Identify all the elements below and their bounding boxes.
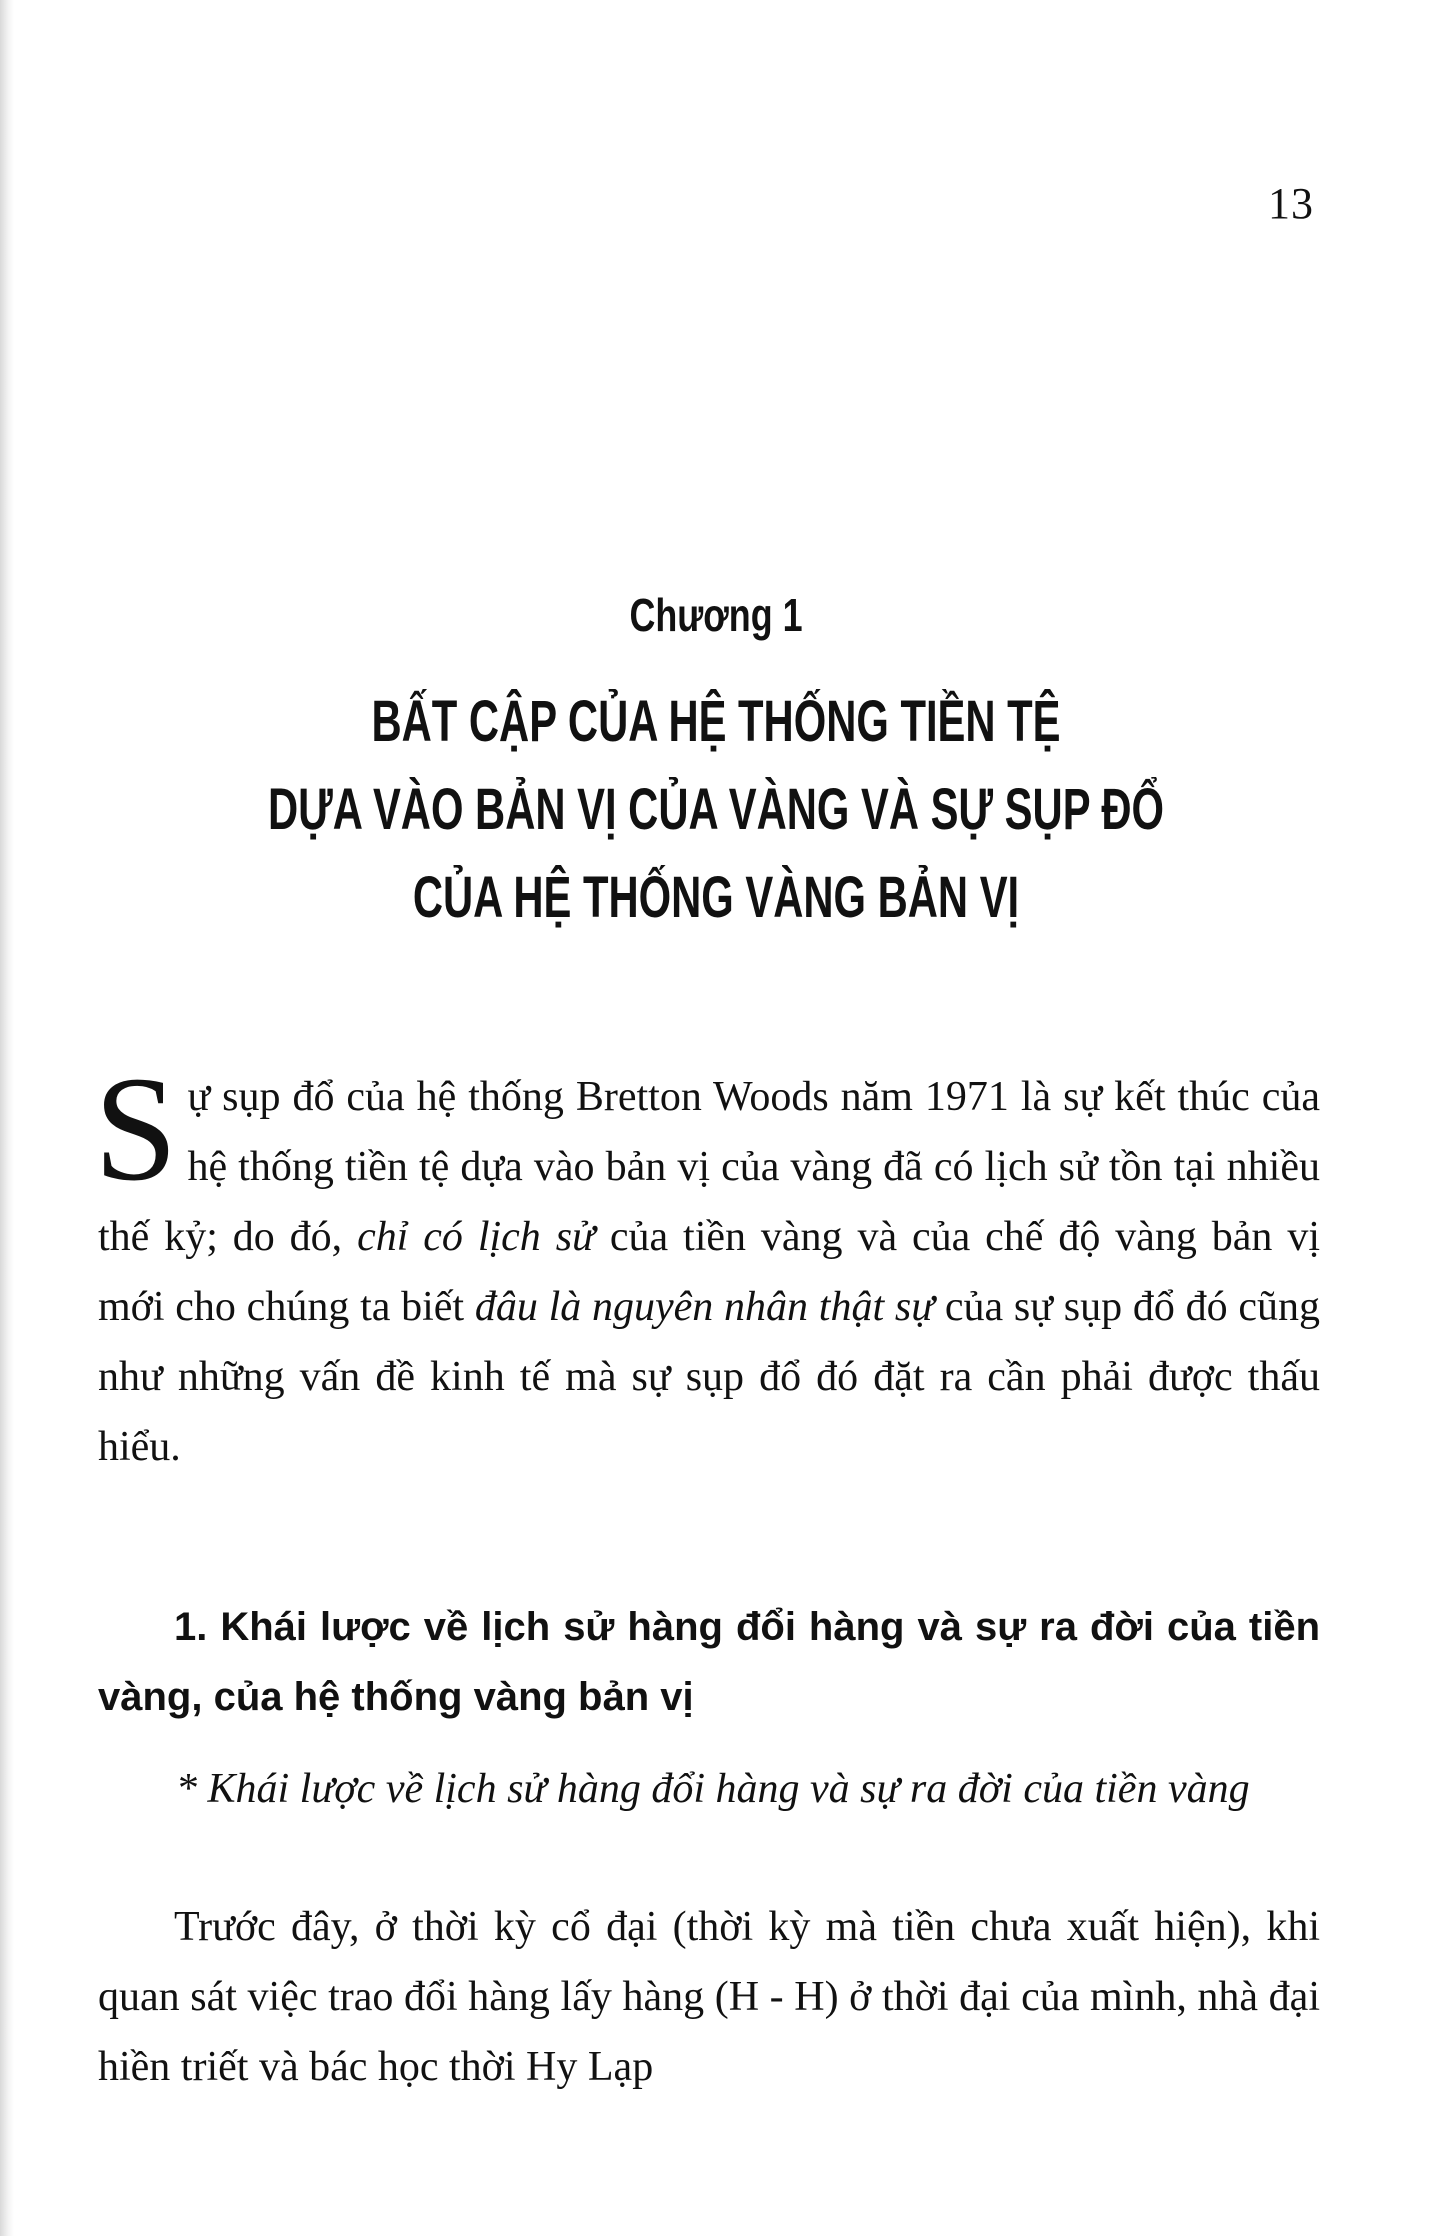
chapter-title-line: BẤT CẬP CỦA HỆ THỐNG TIỀN TỆ xyxy=(371,689,1061,754)
chapter-title-line: DỰA VÀO BẢN VỊ CỦA VÀNG VÀ SỰ SỤP ĐỔ xyxy=(267,777,1165,842)
chapter-title xyxy=(0,678,1432,942)
section-subheading: * Khái lược về lịch sử hàng đổi hàng và sự ra đời của tiền vàng xyxy=(176,1766,1250,1812)
section-heading: 1. Khái lược về lịch sử hàng đổi hàng và sự ra đời của tiền vàng, của hệ thống vàng bản vị xyxy=(98,1605,1320,1719)
body-paragraph: Trước đây, ở thời kỳ cổ đại (thời kỳ mà tiền chưa xuất hiện), khi quan sát việc trao đổi hàng lấy hàng (H - H) ở thời đại của mình, nhà đại hiền triết và bác học thời Hy Lạp xyxy=(98,1904,1320,2090)
intro-text: ự sụp đổ của hệ thống Bretton Woods năm 1971 là sự kết thúc của hệ thống tiền tệ dựa vào bản vị của vàng đã có lịch sử tồn tại nhiều thế kỷ; do đó, xyxy=(98,1074,1320,1260)
intro-paragraph xyxy=(94,1046,1320,1482)
intro-emphasis: đâu là nguyên nhân thật sự xyxy=(474,1284,935,1330)
chapter-label: Chương 1 xyxy=(629,589,803,641)
intro-text: của sự sụp đổ đó cũng như những vấn đề kinh tế mà sự sụp đổ đó đặt ra cần phải được thấu hiểu. xyxy=(98,1284,1320,1470)
intro-emphasis: chỉ có lịch sử xyxy=(357,1214,595,1260)
page-number: 13 xyxy=(1268,179,1314,228)
drop-cap: S xyxy=(94,1046,178,1212)
chapter-title-line: CỦA HỆ THỐNG VÀNG BẢN VỊ xyxy=(412,865,1020,930)
page-edge-shadow xyxy=(0,0,14,2236)
intro-text: của tiền vàng và của chế độ vàng bản vị mới cho chúng ta biết xyxy=(98,1214,1320,1330)
